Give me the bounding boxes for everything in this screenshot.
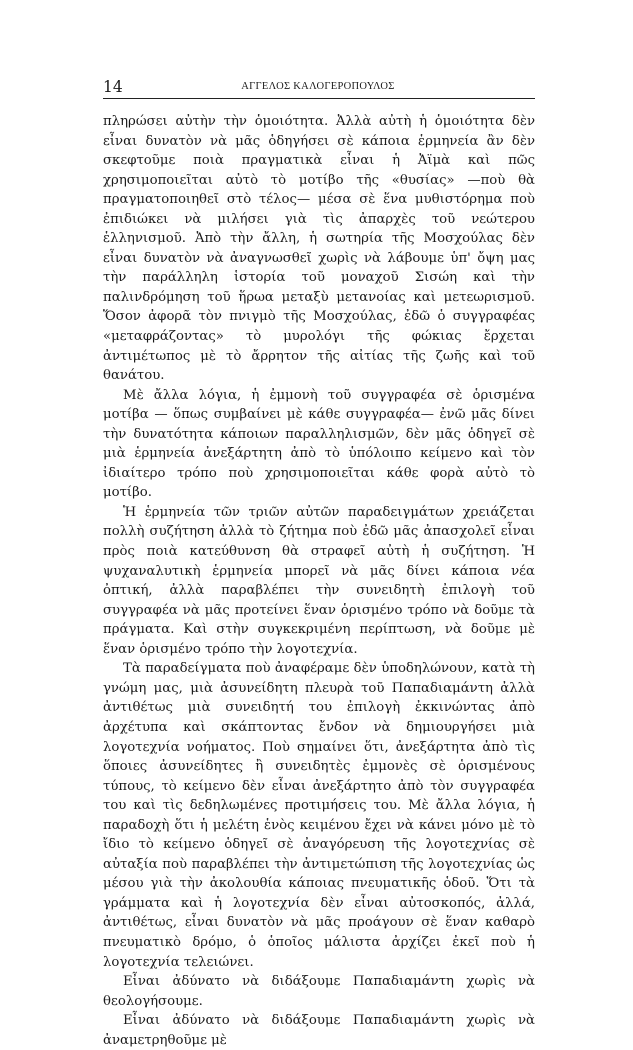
paragraph: Ἡ ἑρμηνεία τῶν τριῶν αὐτῶν παραδειγμάτων χρειάζεται πολλὴ συζήτηση ἀλλὰ τὸ ζήτημα ποὺ ἐδῶ μᾶς ἀπασχολεῖ εἶναι πρὸς ποιὰ κατεύθυνση θὰ στραφεῖ αὐτὴ ἡ συζήτηση. Ἡ ψυχαναλυτικὴ ἑρμηνεία μπορεῖ νὰ μᾶς δίνει κάποια νέα ὀπτική, ἀλλὰ παραβλέπει τὴν συνειδητὴ ἐπιλογὴ τοῦ συγγραφέα νὰ μᾶς προτείνει ἕναν ὁρισμένο τρόπο νὰ δοῦμε τὰ πράγματα. Καὶ στὴν συγκεκριμένη περίπτωση, νὰ δοῦμε μὲ ἕναν ὁρισμένο τρόπο τὴν λογοτεχνία. [103,504,535,657]
paragraph: Τὰ παραδείγματα ποὺ ἀναφέραμε δὲν ὑποδηλώνουν, κατὰ τὴ γνώμη μας, μιὰ ἀσυνείδητη πλευρὰ τοῦ Παπαδιαμάντη ἀλλὰ ἀντιθέτως μιὰ συνειδητή του ἐπιλογὴ ἐκκινώντας ἀπὸ ἀρχέτυπα καὶ σκάπτοντας ἔνδον νὰ δημιουργήσει μιὰ λογοτεχνία νοήματος. Ποὺ σημαίνει ὅτι, ἀνεξάρτητα ἀπὸ τὶς ὅποιες ἀσυνείδητες ἢ συνειδητὲς ἐμμονὲς σὲ ὁρισμένους τύπους, τὸ κείμενο δὲν εἶναι ἀνεξάρτητο ἀπὸ τὸν συγγραφέα του καὶ τὶς δεδηλωμένες προτιμήσεις του. Μὲ ἄλλα λόγια, ἡ παραδοχὴ ὅτι ἡ μελέτη ἑνὸς κειμένου ἔχει νὰ κάνει μόνο μὲ τὸ ἴδιο τὸ κείμενο ὁδηγεῖ σὲ ἀναγόρευση τῆς λογοτεχνίας σὲ αὐταξία ποὺ παραβλέπει τὴν ἀντιμετώπιση τῆς λογοτεχνίας ὡς μέσου γιὰ τὴν ἀκολουθία κάποιας πνευματικῆς ὁδοῦ. Ὅτι τὰ γράμματα καὶ ἡ λογοτεχνία δὲν εἶναι αὐτοσκοπός, ἀλλά, ἀντιθέτως, εἶναι δυνατὸν νὰ μᾶς προάγουν σὲ ἕναν καθαρὸ πνευματικὸ δρόμο, ὁ ὁποῖος μάλιστα ἀρχίζει ἐκεῖ ποὺ ἡ λογοτεχνία τελειώνει. [103,661,535,970]
paragraph: Μὲ ἄλλα λόγια, ἡ ἐμμονὴ τοῦ συγγραφέα σὲ ὁρισμένα μοτίβα — ὅπως συμβαίνει μὲ κάθε συγγραφέα— ἐνῶ μᾶς δίνει τὴν δυνατότητα κάποιων παραλληλισμῶν, δὲν μᾶς ὁδηγεῖ σὲ μιὰ ἑρμηνεία ἀνεξάρτητη ἀπὸ τὸ ὑπόλοιπο κείμενο καὶ τὸν ἰδιαίτερο τρόπο ποὺ χρησιμοποιεῖται κάθε φορὰ αὐτὸ τὸ μοτίβο. [103,387,535,501]
paragraph: Εἶναι ἀδύνατο νὰ διδάξουμε Παπαδιαμάντη χωρὶς νὰ θεολογήσουμε. [103,974,535,1009]
running-head [103,76,533,98]
paragraph: πληρώσει αὐτὴν τὴν ὁμοιότητα. Ἀλλὰ αὐτὴ ἡ ὁμοιότητα δὲν εἶναι δυνατὸν νὰ μᾶς ὁδηγήσει σὲ κάποια ἑρμηνεία ἂν δὲν σκεφτοῦμε ποιὰ πραγματικὰ εἶναι ἡ Ἀϊμὰ καὶ πῶς χρησιμοποιεῖται αὐτὸ τὸ μοτίβο τῆς «θυσίας» —ποὺ θὰ πραγματοποιηθεῖ στὸ τέλος— μέσα σὲ ἕνα μυθιστόρημα ποὺ ἐπιδιώκει νὰ μιλήσει γιὰ τὶς ἀπαρχὲς τοῦ νεώτερου ἑλληνισμοῦ. Ἀπὸ τὴν ἄλλη, ἡ σωτηρία τῆς Μοσχούλας δὲν εἶναι δυνατὸν νὰ ἀναγνωσθεῖ χωρὶς νὰ λάβουμε ὑπ' ὄψη μας τὴν παράλληλη ἱστορία τοῦ μοναχοῦ Σισώη καὶ τὴν παλινδρόμηση τοῦ ἥρωα μεταξὺ μετανοίας καὶ μετεωρισμοῦ. Ὅσον ἀφορᾶ τὸν πνιγμὸ τῆς Μοσχούλας, ἐδῶ ὁ συγγραφέας «μεταφράζοντας» τὸ μυρολόγι τῆς φώκιας ἔρχεται ἀντιμέτωπος μὲ τὸ ἄρρητον τῆς αἰτίας τῆς ζωῆς καὶ τοῦ θανάτου. [103,114,535,384]
paragraph: Εἶναι ἀδύνατο νὰ διδάξουμε Παπαδιαμάντη χωρὶς νὰ ἀναμετρηθοῦμε μὲ [103,1013,535,1048]
page-number: 14 [103,78,123,96]
body-text [103,112,535,1050]
running-title: ΑΓΓΕΛΟΣ ΚΑΛΟΓΕΡΟΠΟΥΛΟΣ [241,81,395,92]
header-rule [103,98,535,99]
